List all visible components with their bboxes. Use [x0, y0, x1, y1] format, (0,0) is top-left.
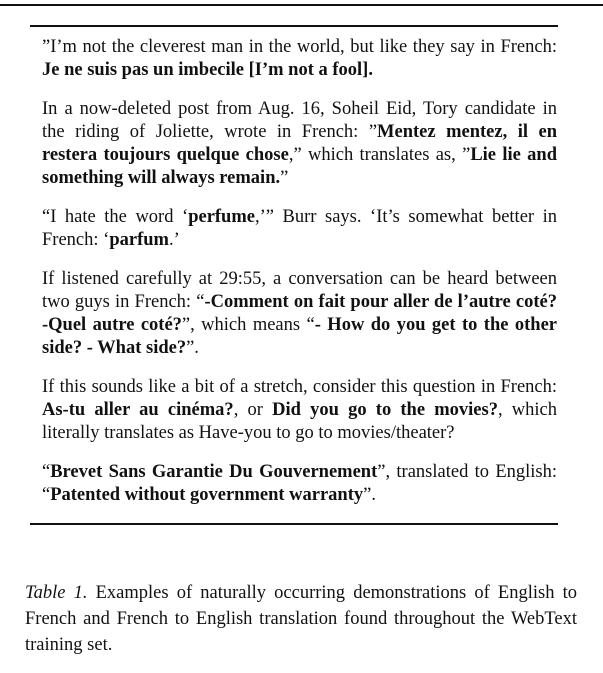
example-bold-text: - How do you get to the other side? - What side?	[42, 315, 557, 358]
example-text: “I hate the word ‘	[42, 207, 189, 227]
caption-text: Examples of naturally occurring demonstrations of English to French and French to English translation found throughout the WebText training set.	[25, 583, 577, 655]
example-bold-text: Mentez mentez, il en restera toujours quelque chose	[42, 122, 557, 165]
example-2	[42, 98, 557, 190]
example-bold-text: Patented without government warranty	[50, 485, 364, 505]
example-bold-text: -Comment on fait pour aller de l’autre coté? -Quel autre coté?	[42, 292, 558, 335]
example-text: ”.	[186, 338, 199, 358]
example-text: ”, which means “	[181, 315, 315, 335]
example-bold-text: As-tu aller au cinéma?	[42, 400, 234, 420]
example-6	[42, 461, 557, 507]
example-4	[42, 268, 557, 360]
example-bold-text: parfum	[109, 230, 169, 250]
example-bold-text: Brevet Sans Garantie Du Gouvernement	[50, 462, 378, 482]
example-text: , or	[233, 400, 273, 420]
example-text: In a now-deleted post from Aug. 16, Soheil Eid, Tory candidate in the riding of Joliette, wrote in French: ”	[42, 99, 557, 142]
example-text: ”, translated to English: “	[42, 462, 557, 505]
caption-label: Table 1.	[25, 583, 88, 603]
example-text: If this sounds like a bit of a stretch, consider this question in French:	[42, 377, 557, 397]
page-top-rule	[0, 4, 603, 6]
example-bold-text: Lie lie and something will always remain.	[42, 145, 557, 188]
example-3	[42, 206, 557, 252]
example-5	[42, 376, 557, 445]
example-text: ”.	[363, 485, 376, 505]
example-bold-text: Je ne suis pas un imbecile [I’m not a fool].	[42, 60, 373, 80]
example-bold-text: Did you go to the movies?	[272, 400, 498, 420]
table-bottom-rule	[30, 523, 558, 525]
table-caption	[25, 580, 577, 658]
example-1	[42, 36, 557, 82]
table-top-rule	[30, 25, 558, 27]
example-text: .’	[168, 230, 180, 250]
examples-table	[30, 25, 558, 525]
example-text: ”I’m not the cleverest man in the world, but like they say in French:	[42, 37, 557, 57]
example-text: ,” which translates as, ”	[288, 145, 471, 165]
example-bold-text: perfume	[188, 207, 255, 227]
example-text: ”	[280, 168, 289, 188]
example-text: If listened carefully at 29:55, a conversation can be heard between two guys in French: “	[42, 269, 557, 312]
example-text: ,’” Burr says. ‘It’s somewhat better in French: ‘	[42, 207, 558, 250]
example-text: “	[42, 462, 51, 482]
example-text: , which literally translates as Have-you to go to movies/theater?	[42, 400, 557, 443]
